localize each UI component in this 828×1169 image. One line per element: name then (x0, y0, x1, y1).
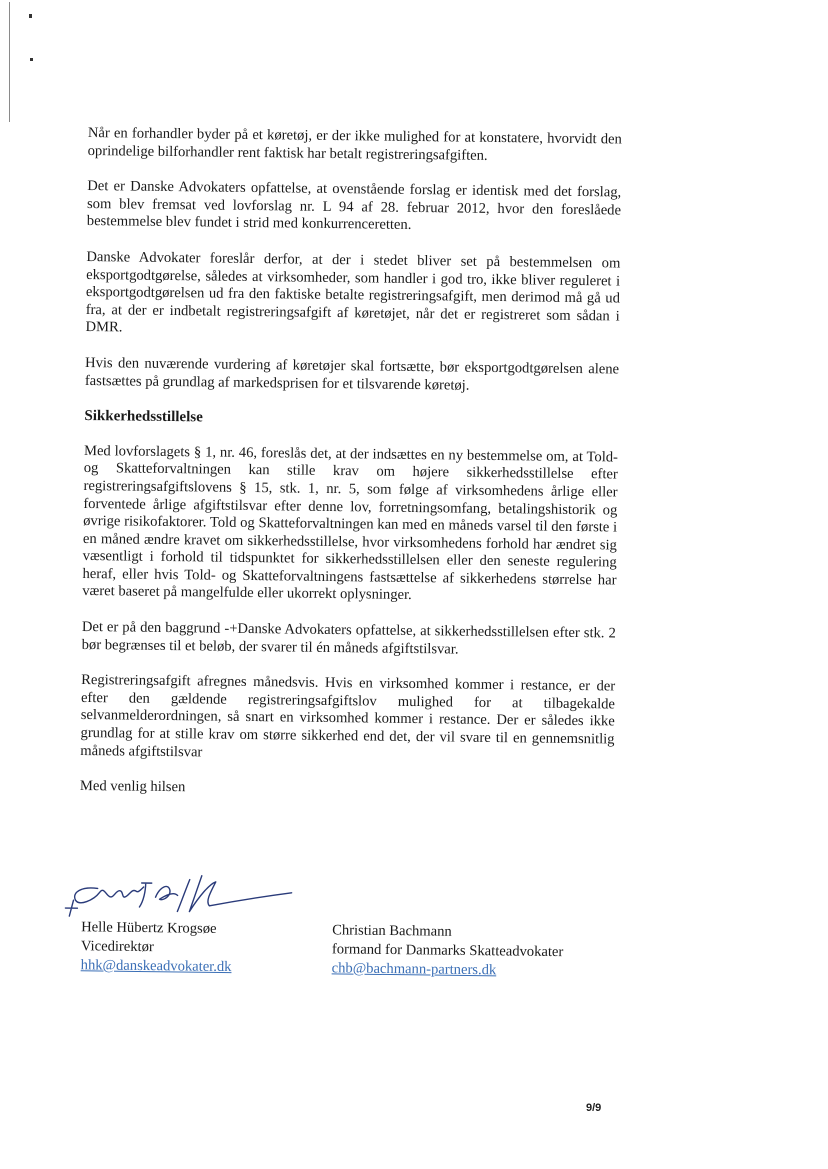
paragraph: Det er Danske Advokaters opfattelse, at ovenstående forslag er identisk med det forslag, som blev fremsat ved lovforslag nr. L 94 af 28. februar 2012, hvor den foreslåede bestemmelse blev fundet i strid med konkurrenceretten. (86, 178, 622, 234)
paragraph: Med lovforslagets § 1, nr. 46, foreslås det, at der indsættes en ny bestemmelse om, at Told- og Skatteforvaltningen kan stille krav om højere sikkerhedsstillelse efter registreringsafgiftslovens § 15, stk. 1, nr. 5, som følge af virksomhedens årlige eller forventede årlige afgiftstilsvar efter denne lov, forretningsomfang, betalingshistorik og øvrige risikofaktorer. Told og Skatteforvaltningen kan med en måneds varsel til den første i en måned ændre kravet om sikkerhedsstillelse, hvor virksomhedens forhold har ændret sig væsentligt i forhold til tidspunktet for sikkerhedsstillelsen eller den seneste regulering heraf, eller hvis Told- og Skatteforvaltningens fastsættelse af sikkerhedens størrelse har været baseret på mangelfulde eller ukorrekt oplysninger. (82, 442, 619, 604)
closing-salutation: Med venlig hilsen (79, 778, 186, 796)
signatory-title: Vicedirektør (80, 938, 154, 956)
page-number: 9/9 (586, 1102, 602, 1114)
letter-body (80, 125, 622, 802)
scan-speck (29, 14, 32, 18)
signatory-title: formand for Danmarks Skatteadvokater (331, 941, 564, 961)
paragraph: Registreringsafgift afregnes månedsvis. Hvis en virksomhed kommer i restance, er der efter den gældende registreringsafgiftslov mulighed for at tilbagekalde selvanmelderordningen, så snart en virksomhed kommer i restance. Der er således ikke grundlag for at stille krav om større sikkerhed end det, der vil svare til en gennemsnitlig måneds afgiftstilsvar (80, 672, 616, 761)
paragraph: Når en forhandler byder på et køretøj, er der ikke mulighed for at konstatere, hvorvidt den oprindelige bilforhandler rent faktisk har betalt registreringsafgiften. (87, 125, 622, 164)
scan-speck (30, 58, 33, 61)
section-heading: Sikkerhedsstillelse (84, 408, 203, 426)
signatory-name: Christian Bachmann (332, 922, 452, 940)
email-link[interactable]: hhk@danskeadvokater.dk (80, 957, 232, 976)
email-link[interactable]: chb@bachmann-partners.dk (331, 960, 497, 979)
paragraph: Det er på den baggrund -+Danske Advokaters opfattelse, at sikkerhedsstillelsen efter stk. 2 bør begrænses til et beløb, der svarer til én måneds afgiftstilsvar. (81, 619, 616, 658)
signatory-christian (332, 921, 564, 981)
signatory-helle (81, 918, 233, 977)
signatory-name: Helle Hübertz Krogsøe (81, 919, 217, 937)
paragraph: Danske Advokater foreslår derfor, at der i stedet bliver set på bestemmelsen om eksportgodtgørelse, således at virksomheder, som handler i god tro, ikke bliver reguleret i eksportgodtgørelsen ud fra den faktiske betalte registreringsafgift, men derimod må gå ud fra, at der er indbetalt registreringsafgift af køretøjet, når det er registreret som sådan i DMR. (85, 248, 621, 336)
paragraph: Hvis den nuværende vurdering af køretøjer skal fortsætte, bør eksportgodtgørelsen alene fastsættes på grundlag af markedsprisen for et tilsvarende køretøj. (84, 354, 620, 394)
signature-block (58, 860, 620, 997)
scan-edge-line (9, 2, 10, 122)
